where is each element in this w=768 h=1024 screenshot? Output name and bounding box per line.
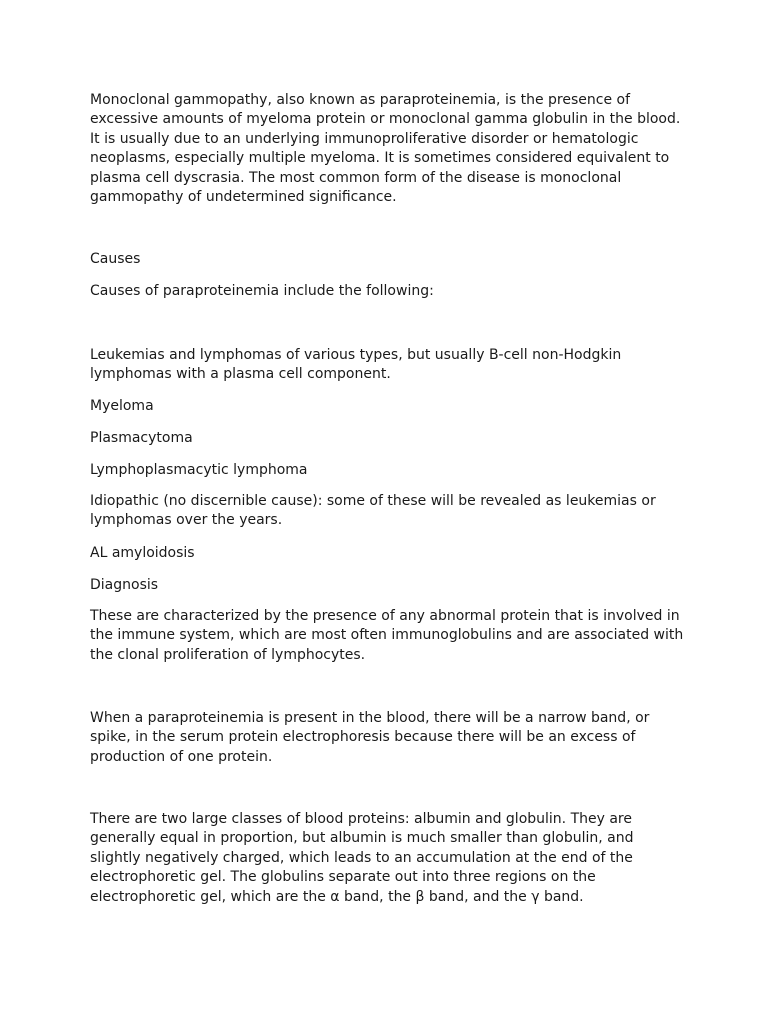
causes-item-amyloidosis: AL amyloidosis xyxy=(90,545,195,561)
causes-item-myeloma: Myeloma xyxy=(90,398,154,414)
diagnosis-heading: Diagnosis xyxy=(90,577,159,593)
causes-item-idiopathic: Idiopathic (no discernible cause): some of these will be revealed as leukemias or lymphomas over the years. xyxy=(90,493,656,529)
causes-item-plasmacytoma: Plasmacytoma xyxy=(90,430,193,446)
causes-heading: Causes xyxy=(90,251,141,267)
diagnosis-paragraph: When a paraproteinemia is present in the blood, there will be a narrow band, or spike, in the serum protein electrophoresis because there will be an excess of production of one protein. xyxy=(90,710,650,765)
diagnosis-paragraph: These are characterized by the presence of any abnormal protein that is involved in the immune system, which are most often immunoglobulins and are associated with the clonal proliferation of lymphocytes. xyxy=(90,608,684,663)
intro-paragraph: Monoclonal gammopathy, also known as paraproteinemia, is the presence of excessive amounts of myeloma protein or monoclonal gamma globulin in the blood. It is usually due to an underlying immunoproliferative disorder or hematologic neoplasms, especially multiple myeloma. It is sometimes considered equivalent to plasma cell dyscrasia. The most common form of the disease is monoclonal gammopathy of undetermined significance. xyxy=(90,92,681,206)
causes-item-lymphoplasmacytic: Lymphoplasmacytic lymphoma xyxy=(90,462,308,478)
causes-intro: Causes of paraproteinemia include the following: xyxy=(90,283,434,299)
diagnosis-paragraph: There are two large classes of blood proteins: albumin and globulin. They are generally equal in proportion, but albumin is much smaller than globulin, and slightly negatively charged, which leads to an accumulation at the end of the electrophoretic gel. The globulins separate out into three regions on the electrophoretic gel, which are the α band, the β band, and the γ band. xyxy=(90,811,634,905)
causes-item-leukemias: Leukemias and lymphomas of various types, but usually B-cell non-Hodgkin lymphomas with a plasma cell component. xyxy=(90,347,622,383)
